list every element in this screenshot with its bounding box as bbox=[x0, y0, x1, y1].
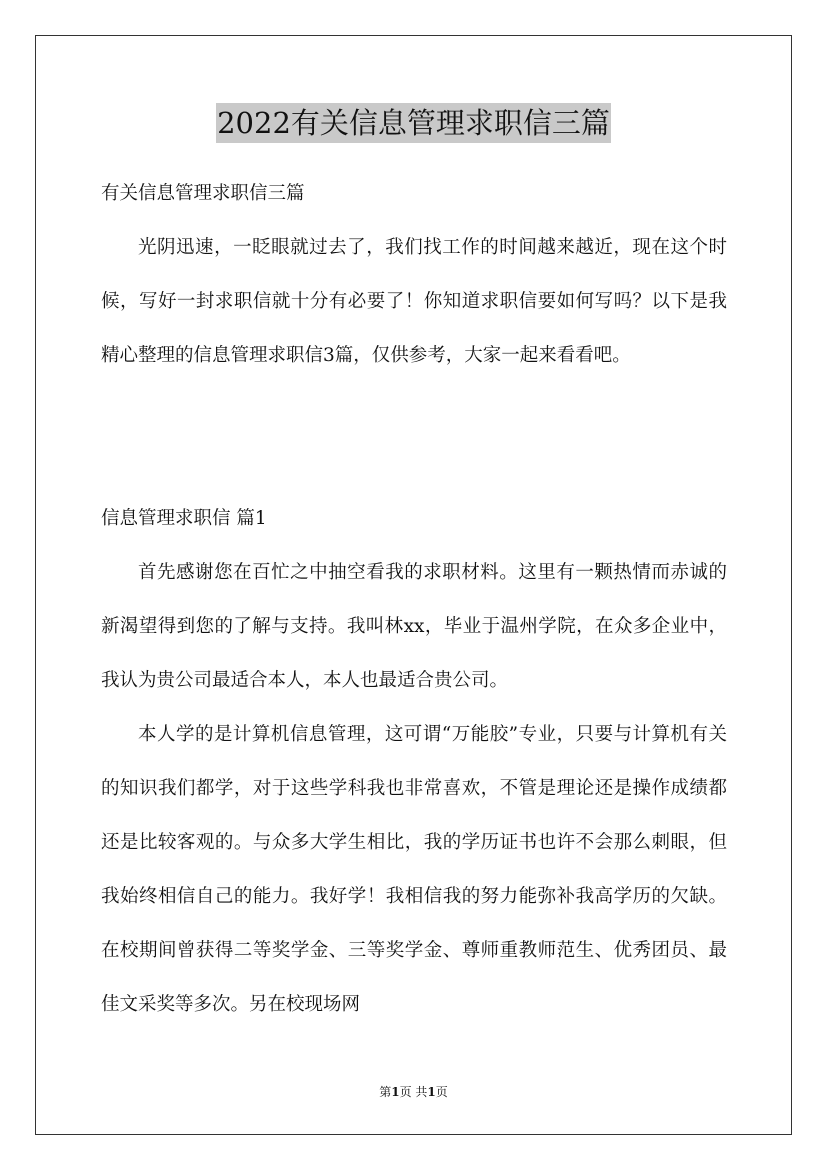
subtitle-block bbox=[101, 167, 727, 221]
intro-paragraph: 光阴迅速，一眨眼就过去了，我们找工作的时间越来越近，现在这个时候，写好一封求职信就十分有必要了！你知道求职信要如何写吗？以下是我精心整理的信息管理求职信3篇，仅供参考，大家一起来看看吧。 bbox=[101, 237, 727, 366]
intro-block bbox=[101, 221, 727, 383]
document-title: 2022有关信息管理求职信三篇 bbox=[216, 103, 611, 143]
document-subtitle: 有关信息管理求职信三篇 bbox=[101, 183, 305, 204]
section1-paragraph-1: 首先感谢您在百忙之中抽空看我的求职材料。这里有一颗热情而赤诚的新渴望得到您的了解与支持。我叫林xx，毕业于温州学院，在众多企业中，我认为贵公司最适合本人，本人也最适合贵公司。 bbox=[101, 562, 727, 691]
title-container bbox=[0, 103, 827, 143]
section1-paragraph-2: 本人学的是计算机信息管理，这可谓“万能胶”专业，只要与计算机有关的知识我们都学，对于这些学科我也非常喜欢，不管是理论还是操作成绩都还是比较客观的。与众多大学生相比，我的学历证书也许不会那么刺眼，但我始终相信自己的能力。我好学！我相信我的努力能弥补我高学历的欠缺。在校期间曾获得二等奖学金、三等奖学金、尊师重教师范生、优秀团员、最佳文采奖等多次。另在校现场网 bbox=[101, 724, 727, 1015]
footer-current-page: 1 bbox=[391, 1085, 400, 1099]
page-footer bbox=[0, 1083, 827, 1100]
footer-suffix: 页 bbox=[435, 1085, 448, 1099]
footer-prefix: 第 bbox=[379, 1085, 392, 1099]
section1-heading: 信息管理求职信 篇1 bbox=[101, 508, 267, 529]
footer-mid: 页 共 bbox=[399, 1085, 428, 1099]
footer-total-pages: 1 bbox=[427, 1085, 436, 1099]
section1-block bbox=[101, 492, 727, 1032]
